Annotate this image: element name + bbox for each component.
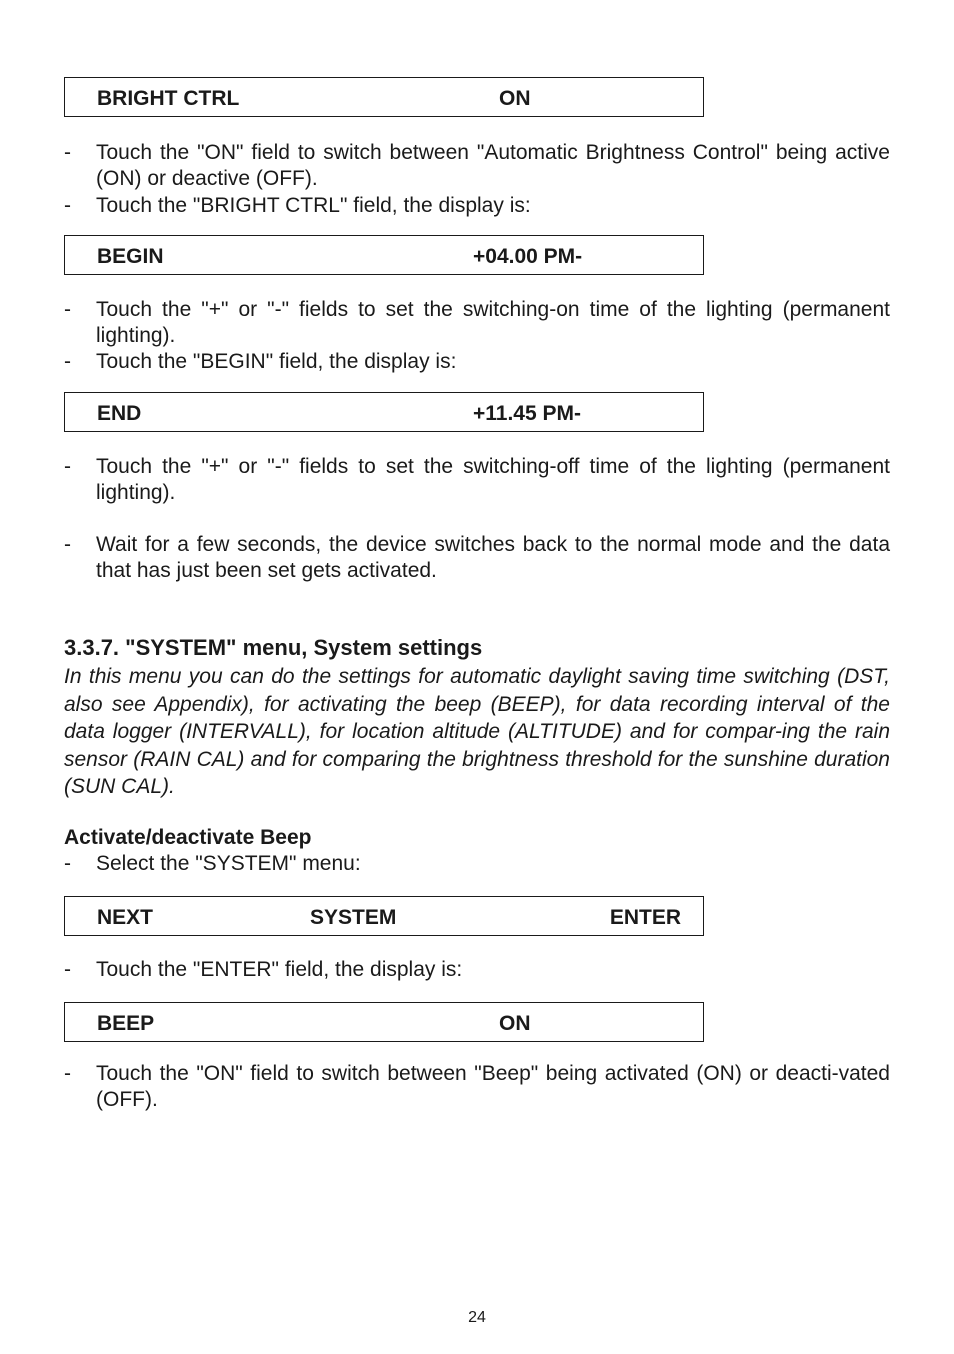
- display-label: BEEP: [97, 1012, 155, 1035]
- display-system-menu: [64, 896, 704, 936]
- display-label: BEGIN: [97, 245, 164, 268]
- section-heading: 3.3.7. "SYSTEM" menu, System settings: [64, 635, 483, 660]
- display-value: +11.45 PM-: [473, 402, 581, 425]
- display-system: SYSTEM: [310, 906, 397, 929]
- list-item: - Touch the "BEGIN" field, the display is:: [64, 349, 890, 375]
- list-item: - Touch the "ON" field to switch between "Automatic Brightness Control" being active (ON) or deactive (OFF).: [64, 141, 890, 190]
- display-label: END: [97, 402, 142, 425]
- display-next: NEXT: [97, 906, 154, 929]
- list-item: - Touch the "BRIGHT CTRL" field, the display is:: [64, 193, 890, 219]
- list-item-text: Touch the "+" or "-" fields to set the switching-on time of the lighting (permanent lighting).: [96, 298, 890, 347]
- display-end: [64, 392, 704, 432]
- list-item-text: Wait for a few seconds, the device switches back to the normal mode and the data that has just been set gets activated.: [96, 533, 890, 582]
- list-item-text: Touch the "BEGIN" field, the display is:: [96, 350, 457, 373]
- section-intro: In this menu you can do the settings for automatic daylight saving time switching (DST, also see Appendix), for activating the beep (BEEP), for data recording interval of the data logger (INTERVALL), for location altitude (ALTITUDE) and for compar-ing the rain sensor (RAIN CAL) and for comparing the brightness threshold for the sunshine duration (SUN CAL).: [64, 665, 890, 798]
- display-value: ON: [499, 87, 531, 110]
- display-value: ON: [499, 1012, 531, 1035]
- display-bright-ctrl: [64, 77, 704, 117]
- list-item-text: Select the "SYSTEM" menu:: [96, 852, 361, 875]
- list-item: - Touch the "ENTER" field, the display is:: [64, 957, 890, 983]
- list-item: - Touch the "ON" field to switch between "Beep" being activated (ON) or deacti-vated (OFF).: [64, 1062, 890, 1111]
- subsection-heading: Activate/deactivate Beep: [64, 826, 312, 849]
- list-item-text: Touch the "BRIGHT CTRL" field, the display is:: [96, 194, 531, 217]
- list-item-text: Touch the "ON" field to switch between "Automatic Brightness Control" being active (ON) or deactive (OFF).: [96, 141, 890, 190]
- display-begin: [64, 235, 704, 275]
- display-enter: ENTER: [609, 906, 681, 929]
- list-item-text: Touch the "+" or "-" fields to set the switching-off time of the lighting (permanent lighting).: [96, 455, 890, 504]
- display-label: BRIGHT CTRL: [97, 87, 240, 110]
- list-item: - Select the "SYSTEM" menu:: [64, 851, 890, 877]
- display-value: +04.00 PM-: [473, 245, 583, 268]
- list-item: - Wait for a few seconds, the device switches back to the normal mode and the data that has just been set gets activated.: [64, 533, 890, 582]
- list-item: - Touch the "+" or "-" fields to set the switching-on time of the lighting (permanent lighting).: [64, 298, 890, 347]
- list-item-text: Touch the "ON" field to switch between "Beep" being activated (ON) or deacti-vated (OFF).: [96, 1062, 890, 1111]
- page-number: 24: [468, 1309, 486, 1326]
- list-item-text: Touch the "ENTER" field, the display is:: [96, 958, 463, 981]
- display-beep: [64, 1002, 704, 1042]
- list-item: - Touch the "+" or "-" fields to set the switching-off time of the lighting (permanent lighting).: [64, 455, 890, 504]
